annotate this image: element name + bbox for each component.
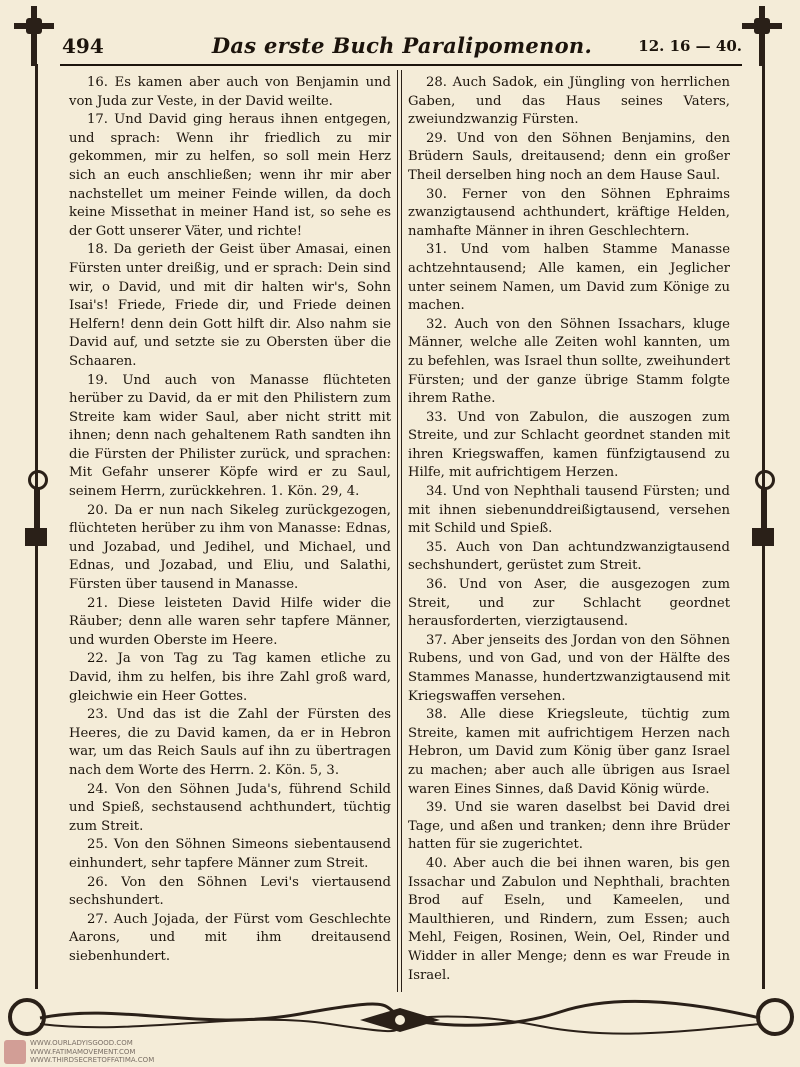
verse-17: 17. Und David ging heraus ihnen entgegen, und sprach: Wenn ihr friedlich zu mir gekommen, mir zu helfen, so soll mein Herz sich an euch anschließen; wenn ihr mir aber nachstellet um meiner Feinde willen, da doch keine Missethat in meiner Hand ist, so sehe es der Gott unserer Väter, und richte! <box>69 112 391 239</box>
column-divider <box>397 70 398 992</box>
verse-25: 25. Von den Söhnen Simeons siebentausend einhundert, sehr tapfere Männer zum Streit. <box>69 837 391 871</box>
cross-ornament-left <box>12 6 56 66</box>
verse-34: 34. Und von Nephthali tausend Fürsten; und mit ihnen siebenunddreißigtausend, versehen mit Schild und Spieß. <box>408 484 730 537</box>
verse-22: 22. Ja von Tag zu Tag kamen etliche zu David, ihm zu helfen, bis ihre Zahl groß ward, gleichwie ein Heer Gottes. <box>69 651 391 704</box>
column-divider-inner <box>401 70 402 992</box>
right-column <box>408 74 730 985</box>
verse-21: 21. Diese leisteten David Hilfe wider die Räuber; denn alle waren sehr tapfere Männer, und wurden Oberste im Heere. <box>69 595 391 648</box>
verse-36: 36. Und von Aser, die ausgezogen zum Streit, und zur Schlacht geordnet herausforderten, vierzigtausend. <box>408 577 730 630</box>
watermark-text <box>30 1039 154 1065</box>
watermark-line: WWW.FATIMAMOVEMENT.COM <box>30 1047 136 1056</box>
corner-ornament-bottom-right <box>752 994 796 1038</box>
header-rule <box>60 64 742 66</box>
verse-18: 18. Da gerieth der Geist über Amasai, einen Fürsten unter dreißig, und er sprach: Dein sind wir, o David, und mit dir halten wir's, Sohn Isai's! Friede, Friede dir, und Friede deinen Helfern! denn dein Gott hilft dir. Also nahm sie David auf, und setzte sie zu Obersten über die Schaaren. <box>69 242 391 369</box>
verse-19: 19. Und auch von Manasse flüchteten herüber zu David, da er mit den Philistern zum Streite kam wider Saul, aber nicht stritt mit ihnen; denn nach gehaltenem Rath sandten ihn die Fürsten der Philister zurück, und sprachen: Mit Gefahr unserer Köpfe wird er zu Saul, seinem Herrn, zurückkehren. 1. Kön. 29, 4. <box>69 372 391 500</box>
verse-35: 35. Auch von Dan achtundzwanzigtausend sechshundert, gerüstet zum Streit. <box>408 539 730 574</box>
watermark-logo <box>4 1040 26 1064</box>
key-ornament-right <box>752 470 776 560</box>
page-header <box>62 30 742 62</box>
verse-20: 20. Da er nun nach Sikeleg zurückgezogen, flüchteten herüber zu ihm von Manasse: Ednas, und Jozabad, und Jedihel, und Michael, und Ednas, und Jozabad, und Eliu, und Salathi, Fürsten über tausend in Manasse. <box>69 502 391 593</box>
watermark-line: WWW.THIRDSECRETOFFATIMA.COM <box>30 1056 155 1064</box>
verse-16: 16. Es kamen aber auch von Benjamin und von Juda zur Veste, in der David weilte. <box>69 75 391 109</box>
verse-39: 39. Und sie waren daselbst bei David drei Tage, und aßen und tranken; denn ihre Brüder hatten für sie zugerichtet. <box>408 800 730 853</box>
page-number: 494 <box>62 34 104 58</box>
running-title: Das erste Buch Paralipomenon. <box>211 33 593 58</box>
key-ornament-left <box>25 470 49 560</box>
verse-23: 23. Und das ist die Zahl der Fürsten des Heeres, die zu David kamen, da er in Hebron war, um das Reich Sauls auf ihn zu übertragen nach dem Worte des Herrn. 2. Kön. 5, 3. <box>69 707 391 778</box>
verse-28: 28. Auch Sadok, ein Jüngling von herrlichen Gaben, und das Haus seines Vaters, zweiundzwanzig Fürsten. <box>408 75 730 128</box>
verse-30: 30. Ferner von den Söhnen Ephraims zwanzigtausend achthundert, kräftige Helden, namhafte Männer in ihren Geschlechtern. <box>408 186 730 239</box>
verse-29: 29. Und von den Söhnen Benjamins, den Brüdern Sauls, dreitausend; denn ein großer Theil derselben hing noch an dem Hause Saul. <box>408 130 730 183</box>
verse-24: 24. Von den Söhnen Juda's, führend Schild und Spieß, sechstausend achthundert, tüchtig zum Streit. <box>69 781 391 834</box>
verse-26: 26. Von den Söhnen Levi's viertausend sechshundert. <box>69 874 391 909</box>
left-column <box>69 74 391 967</box>
verse-37: 37. Aber jenseits des Jordan von den Söhnen Rubens, und von Gad, und von der Hälfte des Stammes Manasse, hundertzwanzigtausend mit Kriegswaffen versehen. <box>408 632 730 704</box>
watermark-line: WWW.OURLADYISGOOD.COM <box>30 1039 133 1047</box>
verse-32: 32. Auch von den Söhnen Issachars, kluge Männer, welche alle Zeiten wohl kannten, um zu befehlen, was Israel thun sollte, zweihundert Fürsten; und der ganze übrige Stamm folgte ihrem Rathe. <box>408 316 730 407</box>
verse-range: 12. 16 — 40. <box>638 37 742 55</box>
cross-ornament-right <box>740 6 784 66</box>
bottom-ornament-border <box>0 992 800 1042</box>
verse-38: 38. Alle diese Kriegsleute, tüchtig zum Streite, kamen mit aufrichtigem Herzen nach Hebron, um David zum König über ganz Israel zu machen; aber auch alle übrigen aus Israel waren Eines Sinnes, daß David König würde. <box>408 707 730 797</box>
verse-33: 33. Und von Zabulon, die auszogen zum Streite, und zur Schlacht geordnet standen mit ihren Kriegswaffen, kamen fünfzigtausend zu Hilfe, mit aufrichtigem Herzen. <box>408 409 730 481</box>
verse-27: 27. Auch Jojada, der Fürst vom Geschlechte Aarons, und mit ihm dreitausend siebenhundert. <box>69 911 391 964</box>
verse-31: 31. Und vom halben Stamme Manasse achtzehntausend; Alle kamen, ein Jeglicher unter seinem Namen, um David zum Könige zu machen. <box>408 242 730 314</box>
corner-ornament-bottom-left <box>4 994 48 1038</box>
verse-40: 40. Aber auch die bei ihnen waren, bis gen Issachar und Zabulon und Nephthali, brachten Brod auf Eseln, und Kameelen, und Maulthieren, und Rindern, zum Essen; auch Mehl, Feigen, Rosinen, Wein, Oel, Rinder und Widder in aller Menge; denn es war Freude in Israel. <box>408 855 730 983</box>
